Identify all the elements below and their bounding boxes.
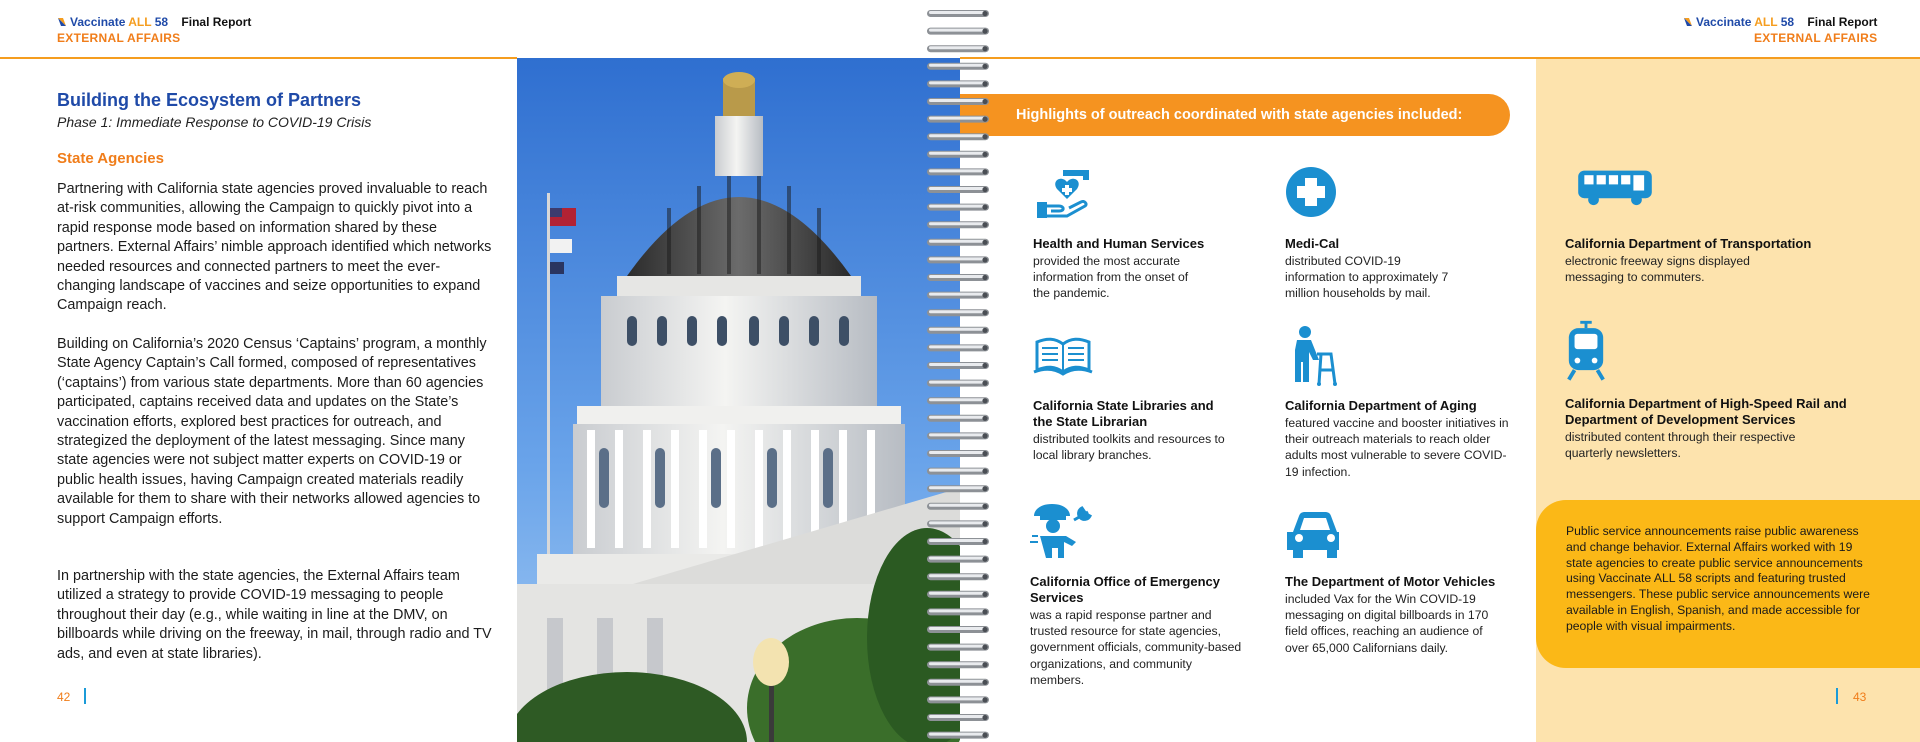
spiral-coil xyxy=(927,591,989,598)
brand-number: 58 xyxy=(154,15,169,29)
walker-person-icon xyxy=(1285,326,1345,386)
spiral-coil xyxy=(927,98,989,105)
spiral-coil xyxy=(927,380,989,387)
spiral-coil xyxy=(927,151,989,158)
car-icon xyxy=(1285,510,1345,560)
page-title: Building the Ecosystem of Partners xyxy=(57,90,362,110)
spiral-coil xyxy=(927,45,989,52)
brand-leaf-icon xyxy=(57,17,67,27)
spiral-coil xyxy=(927,520,989,527)
capitol-photo xyxy=(517,58,960,742)
agency-description: included Vax for the Win COVID-19 messaging on digital billboards in 170 field offices, reaching an audience of over 65,000 Californians daily. xyxy=(1285,592,1489,655)
spiral-coil xyxy=(927,309,989,316)
report-label: Final Report xyxy=(181,15,252,29)
header-right xyxy=(1683,14,1877,46)
brand-logo xyxy=(57,15,171,29)
page-number-right: 43 xyxy=(1853,690,1867,704)
brand-leaf-icon-right xyxy=(1683,17,1693,27)
section-label: EXTERNAL AFFAIRS xyxy=(57,31,181,45)
spiral-coil xyxy=(927,732,989,739)
spiral-coil xyxy=(927,204,989,211)
spiral-coil xyxy=(927,362,989,369)
page-number-bar-left xyxy=(84,688,86,704)
psa-callout xyxy=(1536,500,1920,668)
spiral-coil xyxy=(927,344,989,351)
spiral-coil xyxy=(927,696,989,703)
spiral-coil xyxy=(927,28,989,35)
agency-description: provided the most accurate information from the onset of the pandemic. xyxy=(1033,254,1189,301)
spiral-coil xyxy=(927,644,989,651)
brand-all-right: ALL xyxy=(1754,15,1778,29)
spiral-coil xyxy=(927,415,989,422)
spiral-binding xyxy=(925,0,995,742)
page-number-left: 42 xyxy=(57,690,71,704)
agency-name: Health and Human Services xyxy=(1033,236,1205,251)
page-number-bar-right xyxy=(1836,688,1838,704)
spiral-coil xyxy=(927,573,989,580)
spiral-coil xyxy=(927,679,989,686)
open-book-icon xyxy=(1033,334,1093,378)
spiral-coil xyxy=(927,397,989,404)
agency-description: distributed toolkits and resources to local library branches. xyxy=(1033,432,1225,463)
brand-all: ALL xyxy=(128,15,152,29)
spiral-coil xyxy=(927,503,989,510)
agency-description: featured vaccine and booster initiatives in their outreach materials to reach older adults most vulnerable to severe COVID-19 infection. xyxy=(1285,416,1509,479)
spiral-coil xyxy=(927,80,989,87)
spiral-coil xyxy=(927,63,989,70)
bus-icon xyxy=(1565,166,1665,212)
brand-prefix-right: Vaccinate xyxy=(1696,15,1752,29)
page-subtitle: Phase 1: Immediate Response to COVID-19 Crisis xyxy=(57,114,372,130)
agency-name: California Department of Transportation xyxy=(1565,236,1812,251)
spiral-coil xyxy=(927,327,989,334)
spiral-coil xyxy=(927,714,989,721)
section-label-right: EXTERNAL AFFAIRS xyxy=(1753,31,1878,45)
spiral-coil xyxy=(927,432,989,439)
spiral-coil xyxy=(927,485,989,492)
section-heading: State Agencies xyxy=(57,150,164,167)
agency-description: distributed COVID-19 information to approximately 7 million households by mail. xyxy=(1285,254,1449,301)
highlights-banner: Highlights of outreach coordinated with state agencies included: xyxy=(960,94,1510,136)
heart-hands-icon xyxy=(1033,166,1093,226)
agency-name: California Department of High-Speed Rail and Department of Development Services xyxy=(1565,396,1847,427)
agency-name: Medi-Cal xyxy=(1285,236,1340,251)
header-left xyxy=(57,14,251,46)
emergency-worker-icon xyxy=(1030,502,1094,562)
spiral-coil xyxy=(927,608,989,615)
agency-name: California Office of Emergency Services xyxy=(1030,574,1220,605)
spiral-coil xyxy=(927,274,989,281)
spiral-coil xyxy=(927,661,989,668)
spiral-coil xyxy=(927,239,989,246)
train-icon xyxy=(1565,320,1607,382)
brand-prefix: Vaccinate xyxy=(70,15,126,29)
spiral-coil xyxy=(927,450,989,457)
psa-text: Public service announcements raise public awareness and change behavior. External Affairs worked with 19 state agencies to create public service announcements using Vaccinate ALL 58 scripts and featuring trusted messengers. These public service announcements were available in English, Spanish, and made accessible for people with visual impairments. xyxy=(1566,524,1870,633)
brand-logo-right xyxy=(1683,15,1797,29)
spiral-coil xyxy=(927,256,989,263)
spiral-coil xyxy=(927,133,989,140)
paragraph-2: Building on California’s 2020 Census ‘Captains’ program, a monthly State Agency Captain’s Call formed, composed of representatives (‘captains’) from various state departments. More than 60 agencies participated, captains received data and updates on the State’s vaccination efforts, explored best practices for outreach, and strategized the deployment of the latest messaging. Since many state agencies were not subject matter experts on COVID-19 or public health issues, having Campaign created materials readily available for them to share with their networks allowed agencies to support Campaign efforts. xyxy=(57,336,487,527)
spiral-coil xyxy=(927,10,989,17)
report-label-right: Final Report xyxy=(1807,15,1878,29)
medical-cross-icon xyxy=(1285,166,1345,226)
agency-name: The Department of Motor Vehicles xyxy=(1285,574,1496,589)
agency-description: electronic freeway signs displayed messaging to commuters. xyxy=(1565,254,1750,285)
spiral-coil xyxy=(927,538,989,545)
header-rule-right xyxy=(960,57,1920,59)
spiral-coil xyxy=(927,468,989,475)
spiral-coil xyxy=(927,626,989,633)
spiral-coil xyxy=(927,168,989,175)
spiral-coil xyxy=(927,116,989,123)
spiral-coil xyxy=(927,292,989,299)
spiral-coil xyxy=(927,186,989,193)
header-rule xyxy=(0,57,517,59)
paragraph-1: Partnering with California state agencies proved invaluable to reach at-risk communities, allowing the Campaign to quickly pivot into a rapid response mode based on information shared by these partners. External Affairs’ nimble approach identified which networks needed resources and connected partners to meet the ever-changing landscape of vaccines and seize opportunities to expand Campaign reach. xyxy=(57,181,492,314)
paragraph-3: In partnership with the state agencies, the External Affairs team utilized a strategy to provide COVID-19 messaging to people throughout their day (e.g., while waiting in line at the DMV, on billboards while driving on the freeway, in mail, through radio and TV ads, and even at state libraries). xyxy=(57,568,492,662)
spiral-coil xyxy=(927,221,989,228)
agency-name: California State Libraries and the State Librarian xyxy=(1033,398,1214,429)
spiral-coil xyxy=(927,556,989,563)
agency-description: distributed content through their respective quarterly newsletters. xyxy=(1565,430,1796,461)
agency-name: California Department of Aging xyxy=(1285,398,1477,413)
brand-number-right: 58 xyxy=(1780,15,1795,29)
agency-description: was a rapid response partner and trusted resource for state agencies, government officials, community-based organizations, and community members. xyxy=(1030,608,1242,687)
